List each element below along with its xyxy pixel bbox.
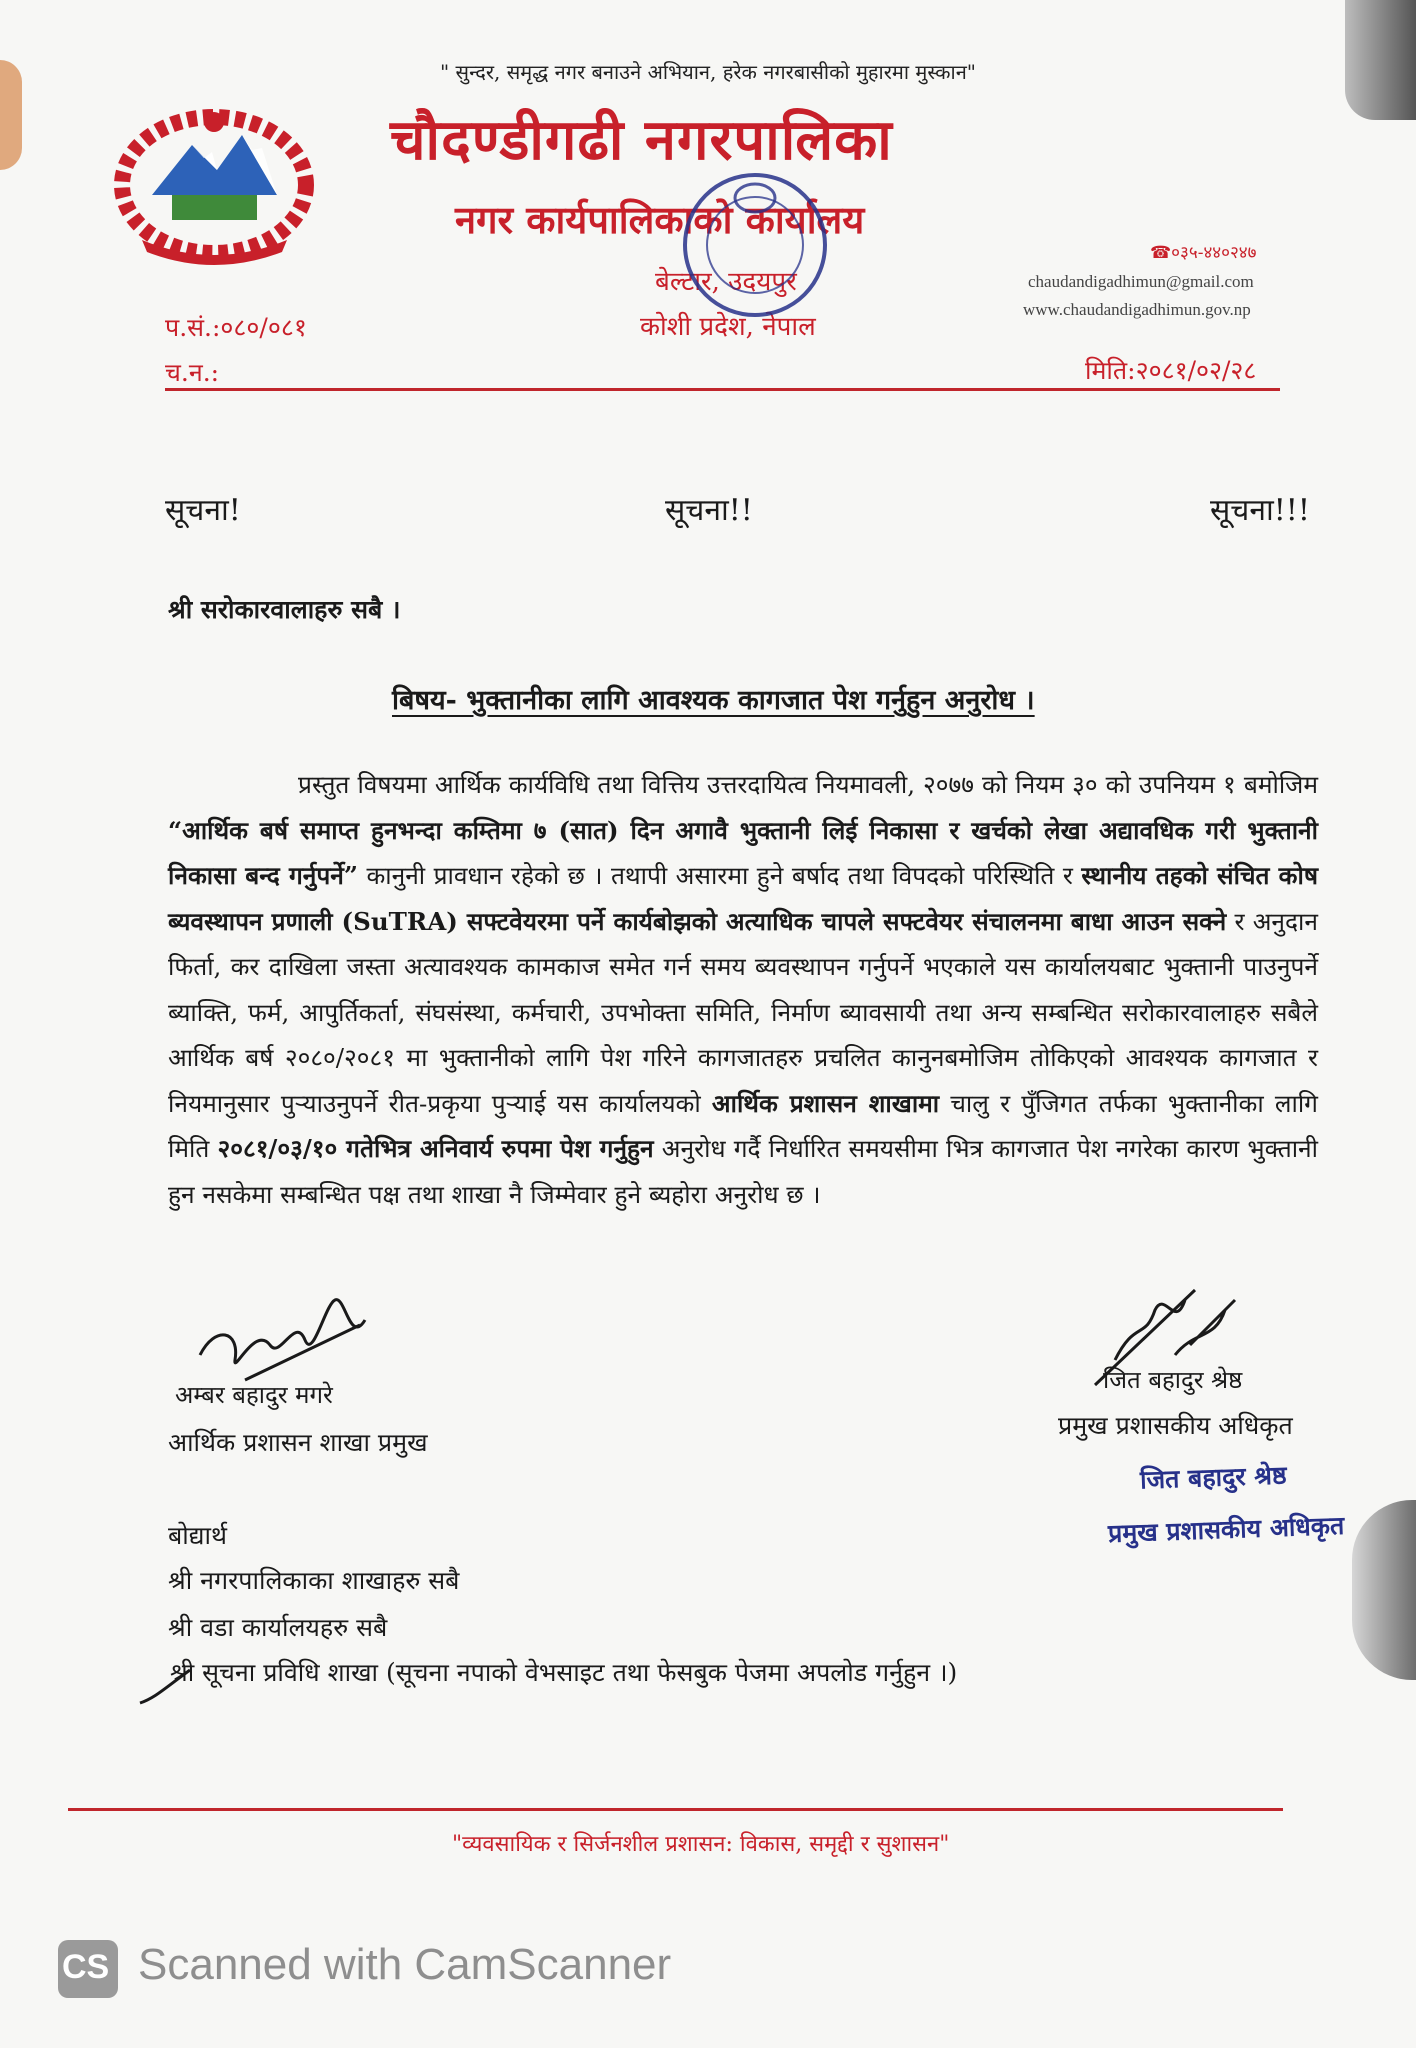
email-address: chaudandigadhimun@gmail.com <box>1028 272 1254 291</box>
salutation: श्री सरोकारवालाहरु सबै । <box>168 595 401 624</box>
right-signatory-title: प्रमुख प्रशासकीय अधिकृत <box>1058 1411 1293 1440</box>
body-bold-1: “आर्थिक बर्ष समाप्त हुनभन्दा कम्तिमा ७ (सात) दिन अगावै भुक्तानी लिई निकासा र खर्चको लेखा अद्यावधिक गरी भुक्तानी निकासा बन्द गर्नुपर्ने” <box>168 815 1318 890</box>
letter-date: मिति:२०८१/०२/२८ <box>1085 356 1257 385</box>
object-top-right <box>1345 0 1416 120</box>
body-text-2: कानुनी प्रावधान रहेको छ । तथापी असारमा हुने बर्षाद तथा विपदको परिस्थिति र <box>357 861 1082 890</box>
cc-item: श्री नगरपालिकाका शाखाहरु सबै <box>168 1566 460 1595</box>
header-slogan: " सुन्दर, समृद्ध नगर बनाउने अभियान, हरेक नगरबासीको मुहारमा मुस्कान" <box>440 60 976 84</box>
cc-item: श्री सूचना प्रविधि शाखा (सूचना नपाको वेभसाइट तथा फेसबुक पेजमा अपलोड गर्नुहुन ।) <box>170 1658 958 1687</box>
notice-label-1: सूचना! <box>165 493 241 528</box>
municipality-name: चौदण्डीगढी नगरपालिका <box>390 107 893 173</box>
dispatch-number: च.न.: <box>165 358 220 387</box>
subject-line: बिषय- भुक्तानीका लागि आवश्यक कागजात पेश गर्नुहुन अनुरोध । <box>392 685 1035 716</box>
finger-edge <box>0 60 22 170</box>
name-stamp: जित बहादुर श्रेष्ठ <box>1139 1460 1288 1495</box>
address-line-2: कोशी प्रदेश, नेपाल <box>640 312 816 342</box>
body-bold-2: स्थानीय तहको संचित कोष ब्यवस्थापन प्रणाली (SuTRA) सफ्टवेयरमा पर्ने कार्यबोझको अत्याधिक चापले सफ्टवेयर संचालनमा बाधा आउन सक्ने <box>168 861 1319 936</box>
phone-number: ☎०३५-४४०२४७ <box>1150 243 1257 263</box>
office-stamp-icon <box>660 160 850 330</box>
notice-label-3: सूचना!!! <box>1210 493 1310 528</box>
footer-slogan: "व्यवसायिक र सिर्जनशील प्रशासन: विकास, समृद्दी र सुशासन" <box>452 1832 950 1857</box>
tick-mark-icon <box>135 1668 195 1708</box>
body-text-5: अनुरोध गर्दै निर्धारित समयसीमा भित्र कागजात पेश नगरेका कारण भुक्तानी हुन नसकेमा सम्बन्धित पक्ष तथा शाखा नै जिम्मेवार हुने ब्यहोरा अनुरोध छ । <box>168 1134 1318 1209</box>
left-signatory-title: आर्थिक प्रशासन शाखा प्रमुख <box>168 1428 428 1457</box>
header-divider <box>165 388 1280 391</box>
right-signatory-name: जित बहादुर श्रेष्ठ <box>1103 1366 1243 1394</box>
body-bold-3: आर्थिक प्रशासन शाखामा <box>711 1088 940 1118</box>
body-text-1: प्रस्तुत विषयमा आर्थिक कार्यविधि तथा वित्तिय उत्तरदायित्व नियमावली, २०७७ को नियम ३० को उपनियम १ बमोजिम <box>298 770 1318 799</box>
office-name: नगर कार्यपालिकाको कार्यालय <box>455 197 865 242</box>
title-stamp: प्रमुख प्रशासकीय अधिकृत <box>1107 1510 1345 1549</box>
body-text-3: र अनुदान फिर्ता, कर दाखिला जस्ता अत्यावश्यक कामकाज समेत गर्न समय ब्यवस्थापन गर्नुपर्ने भएकाले यस कार्यालयबाट भुक्तानी पाउनुपर्ने ब्याक्ति, फर्म, आपुर्तिकर्ता, संघसंस्था, कर्मचारी, उपभोक्ता समिति, निर्माण ब्यावसायी तथा अन्य सम्बन्धित सरोकारवालाहरु सबैले आर्थिक बर्ष २०८०/२०८१ मा भुक्तानीको लागि पेश गरिने कागजातहरु प्रचलित कानुनबमोजिम तोकिएको आवश्यक कागजात र नियमानुसार पुऱ्याउनुपर्ने रीत-प्रकृया पुऱ्याई यस कार्यालयको <box>168 906 1318 1118</box>
object-right-edge <box>1352 1500 1416 1680</box>
camscanner-logo-text: CS <box>62 1948 110 1986</box>
website-url: www.chaudandigadhimun.gov.np <box>1023 300 1251 319</box>
notice-body <box>168 762 1318 1217</box>
left-signatory-name: अम्बर बहादुर मगरे <box>175 1381 333 1409</box>
body-bold-4: २०८१/०३/१० गतेभित्र अनिवार्य रुपमा पेश गर्नुहुन <box>217 1134 654 1163</box>
cc-item: श्री वडा कार्यालयहरु सबै <box>168 1613 388 1642</box>
address-line-1: बेल्टार, उदयपुर <box>655 267 797 297</box>
reference-number: प.सं.:०८०/०८१ <box>165 313 307 342</box>
nepal-emblem-icon <box>112 100 317 265</box>
cc-heading: बोद्यार्थ <box>168 1521 227 1550</box>
notice-label-2: सूचना!! <box>665 493 753 528</box>
body-text-4: चालु र पुँजिगत तर्फका भुक्तानीका लागि मिति <box>168 1088 1318 1163</box>
footer-divider <box>68 1808 1283 1811</box>
camscanner-watermark: Scanned with CamScanner <box>138 1940 672 1989</box>
